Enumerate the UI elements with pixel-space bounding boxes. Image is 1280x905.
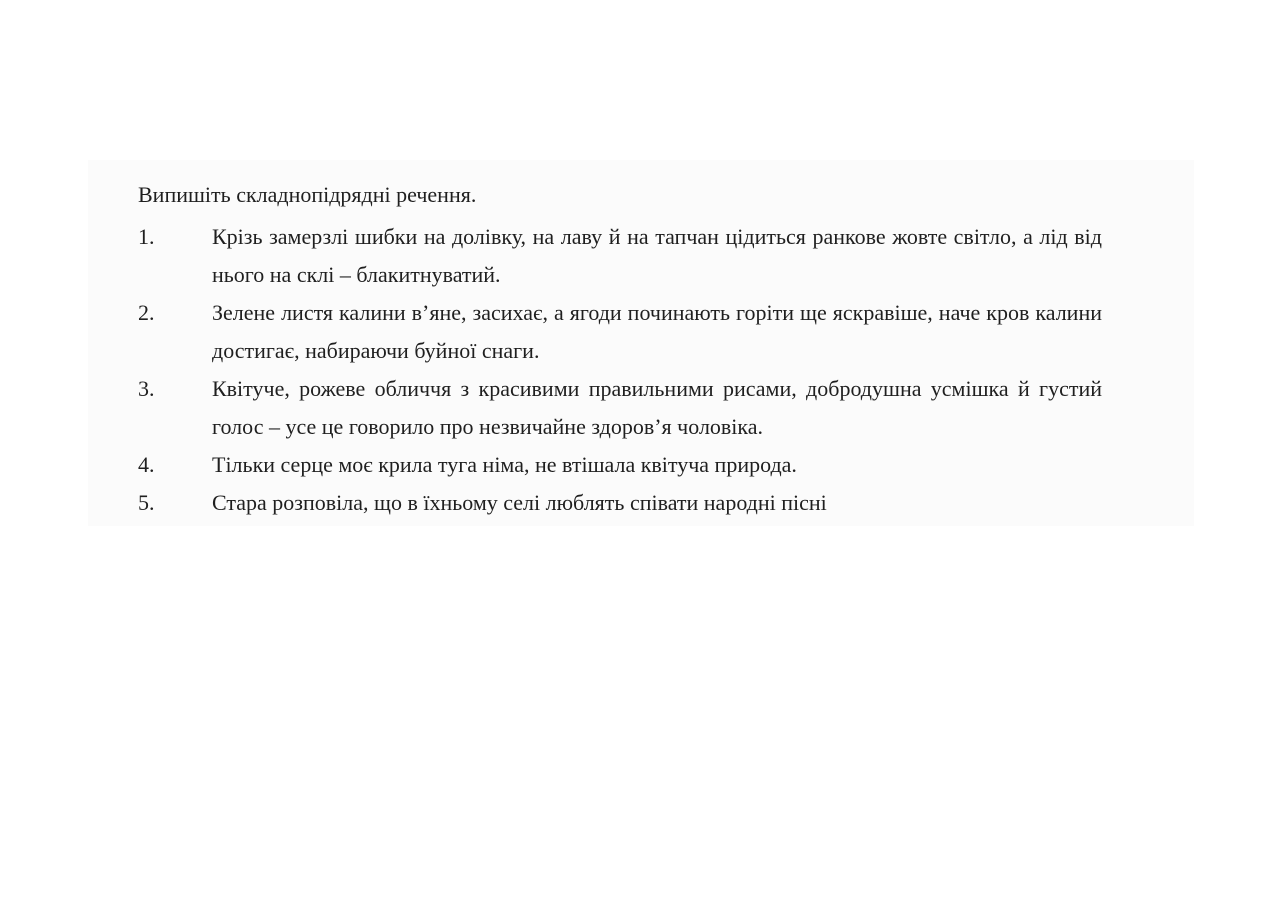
list-item (138, 370, 1102, 446)
sentence-list (138, 218, 1102, 522)
item-number: 4. (138, 452, 155, 477)
item-text: Крізь замерзлі шибки на долівку, на лаву й на тапчан цідиться ранкове жовте світло, а лід від нього на склі – блакитнуватий. (212, 224, 1102, 287)
item-number: 1. (138, 224, 155, 249)
item-text: Тільки серце моє крила туга німа, не втішала квітуча природа. (212, 452, 797, 477)
item-number: 5. (138, 490, 155, 515)
list-item (138, 484, 1102, 522)
list-item (138, 294, 1102, 370)
list-item (138, 446, 1102, 484)
item-number: 2. (138, 300, 155, 325)
item-number: 3. (138, 376, 155, 401)
document-content (138, 176, 1102, 522)
item-text: Зелене листя калини в’яне, засихає, а ягоди починають горіти ще яскравіше, наче кров калини достигає, набираючи буйної снаги. (212, 300, 1102, 363)
item-text: Квітуче, рожеве обличчя з красивими правильними рисами, добродушна усмішка й густий голос – усе це говорило про незвичайне здоров’я чоловіка. (212, 376, 1102, 439)
list-item (138, 218, 1102, 294)
item-text: Стара розповіла, що в їхньому селі люблять співати народні пісні (212, 490, 827, 515)
task-instruction: Випишіть складнопідрядні речення. (138, 182, 477, 207)
